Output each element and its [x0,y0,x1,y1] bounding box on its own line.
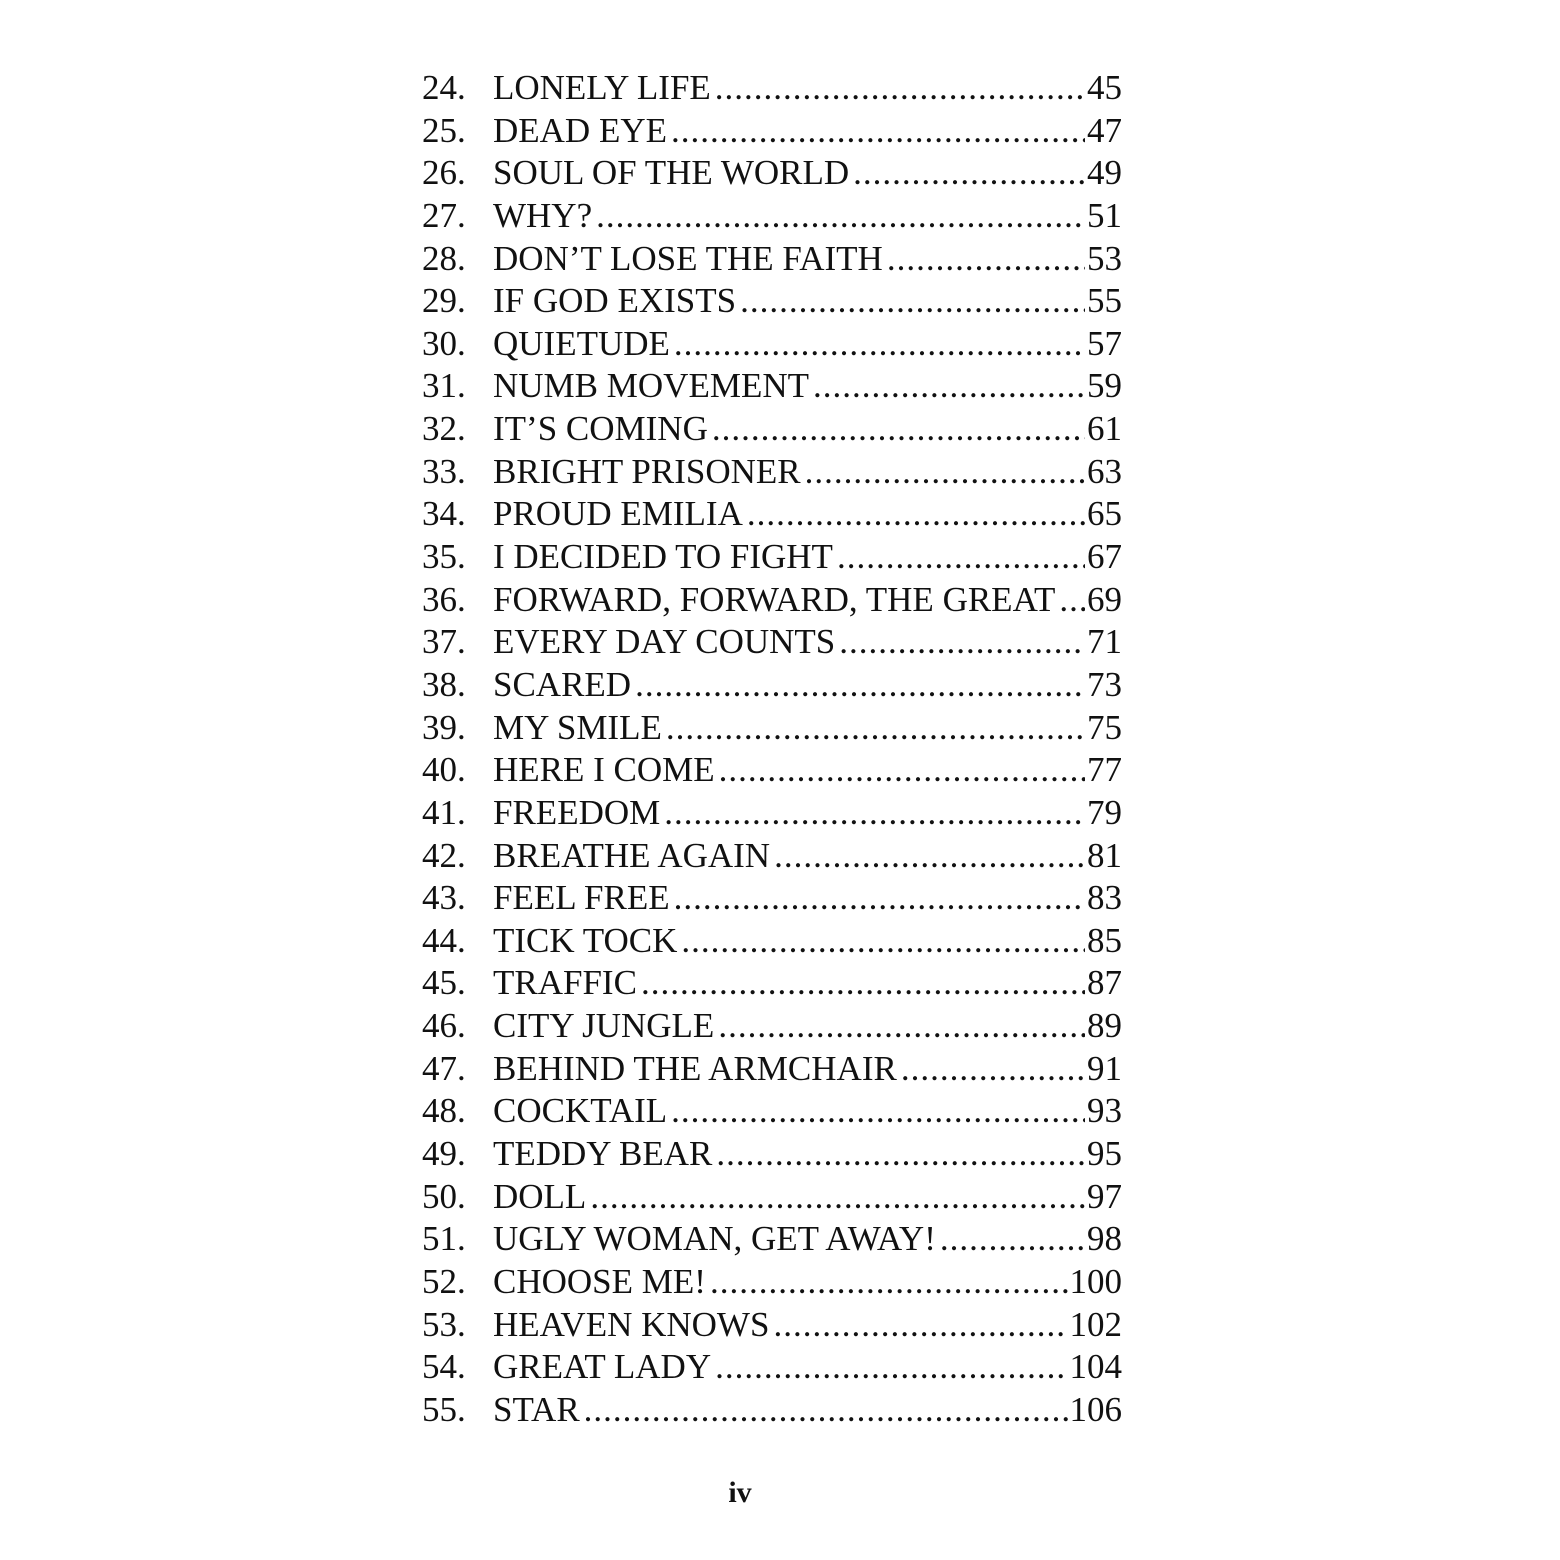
entry-title: DEAD EYE [493,110,667,150]
entry-title: SCARED [493,664,632,704]
dot-leader [853,152,1085,195]
dot-leader [718,1005,1085,1048]
toc-entry [422,67,1122,110]
entry-page-number: 87 [1087,963,1122,1003]
entry-number: 35. [422,537,466,577]
toc-entry [422,1176,1122,1219]
entry-number: 31. [422,366,466,406]
dot-leader [774,835,1085,878]
dot-leader [1059,579,1085,622]
entry-page-number: 95 [1087,1134,1122,1174]
entry-page-number: 93 [1087,1091,1122,1131]
entry-page-number: 106 [1069,1389,1122,1429]
dot-leader [715,1346,1067,1389]
entry-number: 28. [422,238,466,278]
entry-page-number: 57 [1087,323,1122,363]
entry-page-number: 83 [1087,878,1122,918]
entry-page-number: 61 [1087,409,1122,449]
toc-entry [422,1304,1122,1347]
entry-number: 42. [422,835,466,875]
entry-number: 54. [422,1347,466,1387]
dot-leader [681,920,1085,963]
entry-title: TICK TOCK [493,920,678,960]
toc-entry [422,1048,1122,1091]
entry-title: BEHIND THE ARMCHAIR [493,1048,897,1088]
table-of-contents [422,67,1122,1432]
entry-title: CITY JUNGLE [493,1006,715,1046]
entry-page-number: 67 [1087,537,1122,577]
toc-entry [422,707,1122,750]
entry-page-number: 59 [1087,366,1122,406]
entry-number: 24. [422,68,466,107]
entry-page-number: 49 [1087,153,1122,193]
page-number: iv [728,1476,752,1509]
toc-entry [422,1346,1122,1389]
entry-title: FORWARD, FORWARD, THE GREAT [493,579,1056,619]
dot-leader [590,1176,1085,1219]
toc-entry [422,1218,1122,1261]
dot-leader [940,1218,1085,1261]
entry-page-number: 55 [1087,281,1122,321]
toc-entry [422,664,1122,707]
toc-entry [422,962,1122,1005]
entry-title: CHOOSE ME! [493,1261,706,1301]
entry-title: NUMB MOVEMENT [493,366,809,406]
entry-number: 32. [422,409,466,449]
dot-leader [710,1261,1068,1304]
entry-page-number: 104 [1069,1347,1122,1387]
entry-number: 50. [422,1176,466,1216]
entry-number: 43. [422,878,466,918]
entry-number: 29. [422,281,466,321]
entry-number: 34. [422,494,466,534]
entry-page-number: 79 [1087,792,1122,832]
dot-leader [674,323,1085,366]
entry-number: 33. [422,451,466,491]
entry-title: FEEL FREE [493,878,670,918]
toc-entry [422,152,1122,195]
entry-title: BRIGHT PRISONER [493,451,801,491]
entry-number: 52. [422,1261,466,1301]
toc-entry [422,835,1122,878]
entry-page-number: 77 [1087,750,1122,790]
entry-title: BREATHE AGAIN [493,835,771,875]
entry-page-number: 102 [1069,1304,1122,1344]
entry-number: 44. [422,920,466,960]
toc-entry [422,877,1122,920]
entry-page-number: 51 [1087,195,1122,235]
dot-leader [839,621,1085,664]
dot-leader [712,408,1085,451]
dot-leader [584,1389,1068,1432]
entry-title: TEDDY BEAR [493,1134,713,1174]
entry-title: DON’T LOSE THE FAITH [493,238,883,278]
toc-entry [422,1389,1122,1432]
entry-number: 30. [422,323,466,363]
entry-page-number: 73 [1087,664,1122,704]
toc-entry [422,1090,1122,1133]
entry-number: 38. [422,664,466,704]
entry-title: SOUL OF THE WORLD [493,153,850,193]
entry-page-number: 69 [1087,579,1122,619]
toc-entry [422,1261,1122,1304]
entry-number: 27. [422,195,466,235]
toc-entry [422,579,1122,622]
dot-leader [641,962,1085,1005]
toc-entry [422,195,1122,238]
toc-entry [422,1005,1122,1048]
toc-entry [422,451,1122,494]
entry-page-number: 71 [1087,622,1122,662]
dot-leader [671,110,1085,153]
toc-entry [422,408,1122,451]
entry-title: TRAFFIC [493,963,637,1003]
entry-page-number: 91 [1087,1048,1122,1088]
toc-entry [422,1133,1122,1176]
dot-leader [716,1133,1085,1176]
dot-leader [805,451,1085,494]
entry-page-number: 89 [1087,1006,1122,1046]
dot-leader [666,707,1085,750]
dot-leader [740,280,1085,323]
dot-leader [773,1304,1067,1347]
entry-page-number: 100 [1069,1261,1122,1301]
entry-number: 46. [422,1006,466,1046]
entry-page-number: 63 [1087,451,1122,491]
entry-number: 39. [422,707,466,747]
entry-page-number: 75 [1087,707,1122,747]
toc-entry [422,323,1122,366]
entry-page-number: 53 [1087,238,1122,278]
entry-title: GREAT LADY [493,1347,712,1387]
toc-entry [422,493,1122,536]
entry-title: HEAVEN KNOWS [493,1304,770,1344]
dot-leader [719,749,1085,792]
toc-entry [422,792,1122,835]
entry-title: STAR [493,1389,580,1429]
entry-title: DOLL [493,1176,587,1216]
entry-title: COCKTAIL [493,1091,668,1131]
entry-page-number: 97 [1087,1176,1122,1216]
toc-entry [422,536,1122,579]
dot-leader [596,195,1085,238]
entry-title: IT’S COMING [493,409,708,449]
entry-number: 25. [422,110,466,150]
entry-number: 40. [422,750,466,790]
entry-title: UGLY WOMAN, GET AWAY! [493,1219,936,1259]
entry-title: I DECIDED TO FIGHT [493,537,833,577]
entry-page-number: 85 [1087,920,1122,960]
entry-number: 45. [422,963,466,1003]
toc-entry [422,749,1122,792]
entry-number: 48. [422,1091,466,1131]
dot-leader [715,67,1085,110]
dot-leader [813,365,1085,408]
dot-leader [901,1048,1085,1091]
toc-entry [422,110,1122,153]
entry-number: 41. [422,792,466,832]
entry-number: 53. [422,1304,466,1344]
entry-page-number: 98 [1087,1219,1122,1259]
entry-title: PROUD EMILIA [493,494,743,534]
entry-number: 36. [422,579,466,619]
entry-title: HERE I COME [493,750,715,790]
dot-leader [837,536,1085,579]
entry-number: 47. [422,1048,466,1088]
entry-number: 55. [422,1389,466,1429]
dot-leader [671,1090,1085,1133]
entry-title: EVERY DAY COUNTS [493,622,836,662]
entry-title: IF GOD EXISTS [493,281,737,321]
toc-entry [422,280,1122,323]
entry-title: WHY? [493,195,593,235]
toc-entry [422,621,1122,664]
dot-leader [664,792,1085,835]
entry-number: 49. [422,1134,466,1174]
entry-page-number: 65 [1087,494,1122,534]
entry-page-number: 45 [1087,68,1122,107]
entry-title: QUIETUDE [493,323,670,363]
dot-leader [674,877,1085,920]
entry-title: FREEDOM [493,792,661,832]
entry-number: 26. [422,153,466,193]
toc-entry [422,238,1122,281]
toc-entry [422,920,1122,963]
dot-leader [887,238,1085,281]
dot-leader [747,493,1085,536]
toc-entry [422,365,1122,408]
entry-page-number: 81 [1087,835,1122,875]
entry-number: 37. [422,622,466,662]
entry-page-number: 47 [1087,110,1122,150]
entry-number: 51. [422,1219,466,1259]
entry-title: MY SMILE [493,707,662,747]
entry-title: LONELY LIFE [493,68,711,107]
dot-leader [635,664,1085,707]
